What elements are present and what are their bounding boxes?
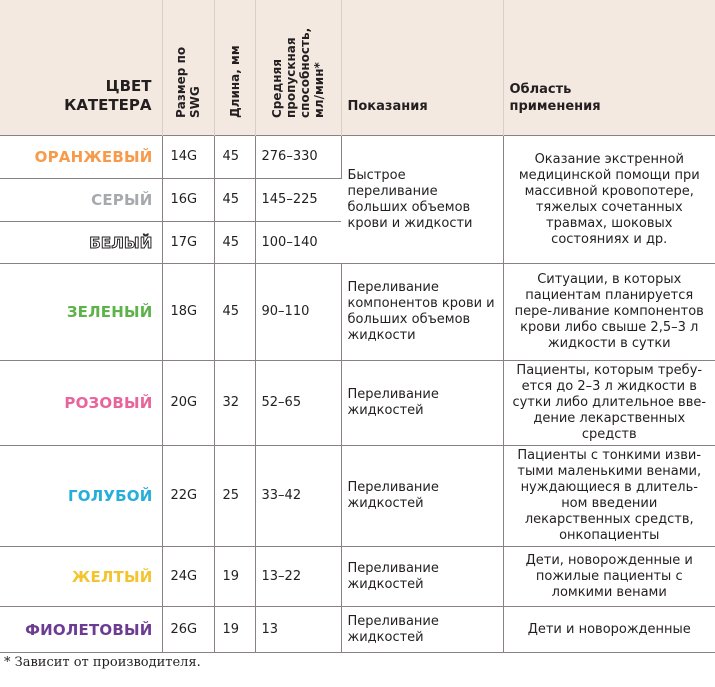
row-indication: Переливание жидкостей <box>341 446 503 547</box>
table-row <box>0 607 715 653</box>
row-color-name: ФИОЛЕТОВЫЙ <box>0 607 162 653</box>
header-row <box>0 0 715 136</box>
row-flow: 90–110 <box>255 264 341 361</box>
header-size <box>162 0 214 136</box>
row-indication: Переливание жидкостей <box>341 361 503 446</box>
row-area: Дети, новорожденные и пожилые пациенты с ломкими венами <box>503 547 715 607</box>
row-flow: 100–140 <box>255 222 341 264</box>
header-indications <box>341 0 503 136</box>
header-area-line2: применения <box>509 99 601 114</box>
row-size: 17G <box>162 222 214 264</box>
row-color-name: ЗЕЛЕНЫЙ <box>0 264 162 361</box>
row-length: 32 <box>214 361 255 446</box>
header-length <box>214 0 255 136</box>
row-length: 19 <box>214 547 255 607</box>
table-row <box>0 361 715 446</box>
row-color-name: БЕЛЫЙ <box>0 222 162 264</box>
table-row <box>0 264 715 361</box>
row-indication: Переливание жидкостей <box>341 607 503 653</box>
header-flow <box>255 0 341 136</box>
row-size: 16G <box>162 179 214 222</box>
row-length: 45 <box>214 222 255 264</box>
row-area: Пациенты с тонкими изви-тыми маленькими венами, нуждающиеся в длитель-ном введении лекарственных средств, онкопациенты <box>503 446 715 547</box>
row-area: Дети и новорожденные <box>503 607 715 653</box>
header-area-line1: Область <box>509 82 572 97</box>
row-flow: 52–65 <box>255 361 341 446</box>
header-indications-text: Показания <box>347 99 428 114</box>
row-color-name: ГОЛУБОЙ <box>0 446 162 547</box>
table-row <box>0 446 715 547</box>
header-size-text: Размер по SWG <box>174 46 202 118</box>
row-indication: Переливание компонентов крови и больших объемов жидкости <box>341 264 503 361</box>
header-flow-text: Средняя пропускная способность, мл/мин* <box>270 27 326 118</box>
row-size: 20G <box>162 361 214 446</box>
header-color-line1: ЦВЕТ <box>105 77 152 95</box>
row-length: 45 <box>214 136 255 179</box>
header-length-text: Длина, мм <box>227 44 242 118</box>
row-color-name: ОРАНЖЕВЫЙ <box>0 136 162 179</box>
table-row <box>0 136 715 179</box>
row-flow: 13–22 <box>255 547 341 607</box>
row-size: 22G <box>162 446 214 547</box>
header-color-line2: КАТЕТЕРА <box>64 96 152 114</box>
row-size: 26G <box>162 607 214 653</box>
row-size: 24G <box>162 547 214 607</box>
row-area: Ситуации, в которых пациентам планируется пере-ливание компонентов крови либо свыше 2,5–3 л жидкости в сутки <box>503 264 715 361</box>
row-color-name: РОЗОВЫЙ <box>0 361 162 446</box>
row-flow: 276–330 <box>255 136 341 179</box>
row-indication: Быстрое переливание больших объемов крови и жидкости <box>341 136 503 264</box>
row-size: 18G <box>162 264 214 361</box>
row-flow: 145–225 <box>255 179 341 222</box>
row-color-name: СЕРЫЙ <box>0 179 162 222</box>
row-flow: 13 <box>255 607 341 653</box>
row-area: Оказание экстренной медицинской помощи при массивной кровопотере, тяжелых сочетанных травмах, шоковых состояниях и др. <box>503 136 715 264</box>
row-length: 25 <box>214 446 255 547</box>
row-color-name: ЖЕЛТЫЙ <box>0 547 162 607</box>
row-length: 45 <box>214 264 255 361</box>
row-indication: Переливание жидкостей <box>341 547 503 607</box>
footnote: * Зависит от производителя. <box>4 655 201 670</box>
header-color <box>0 0 162 136</box>
row-area: Пациенты, которым требу-ется до 2–3 л жидкости в сутки либо длительное вве-дение лекарственных средств <box>503 361 715 446</box>
row-flow: 33–42 <box>255 446 341 547</box>
row-length: 45 <box>214 179 255 222</box>
header-area <box>503 0 715 136</box>
table-row <box>0 547 715 607</box>
row-size: 14G <box>162 136 214 179</box>
row-length: 19 <box>214 607 255 653</box>
